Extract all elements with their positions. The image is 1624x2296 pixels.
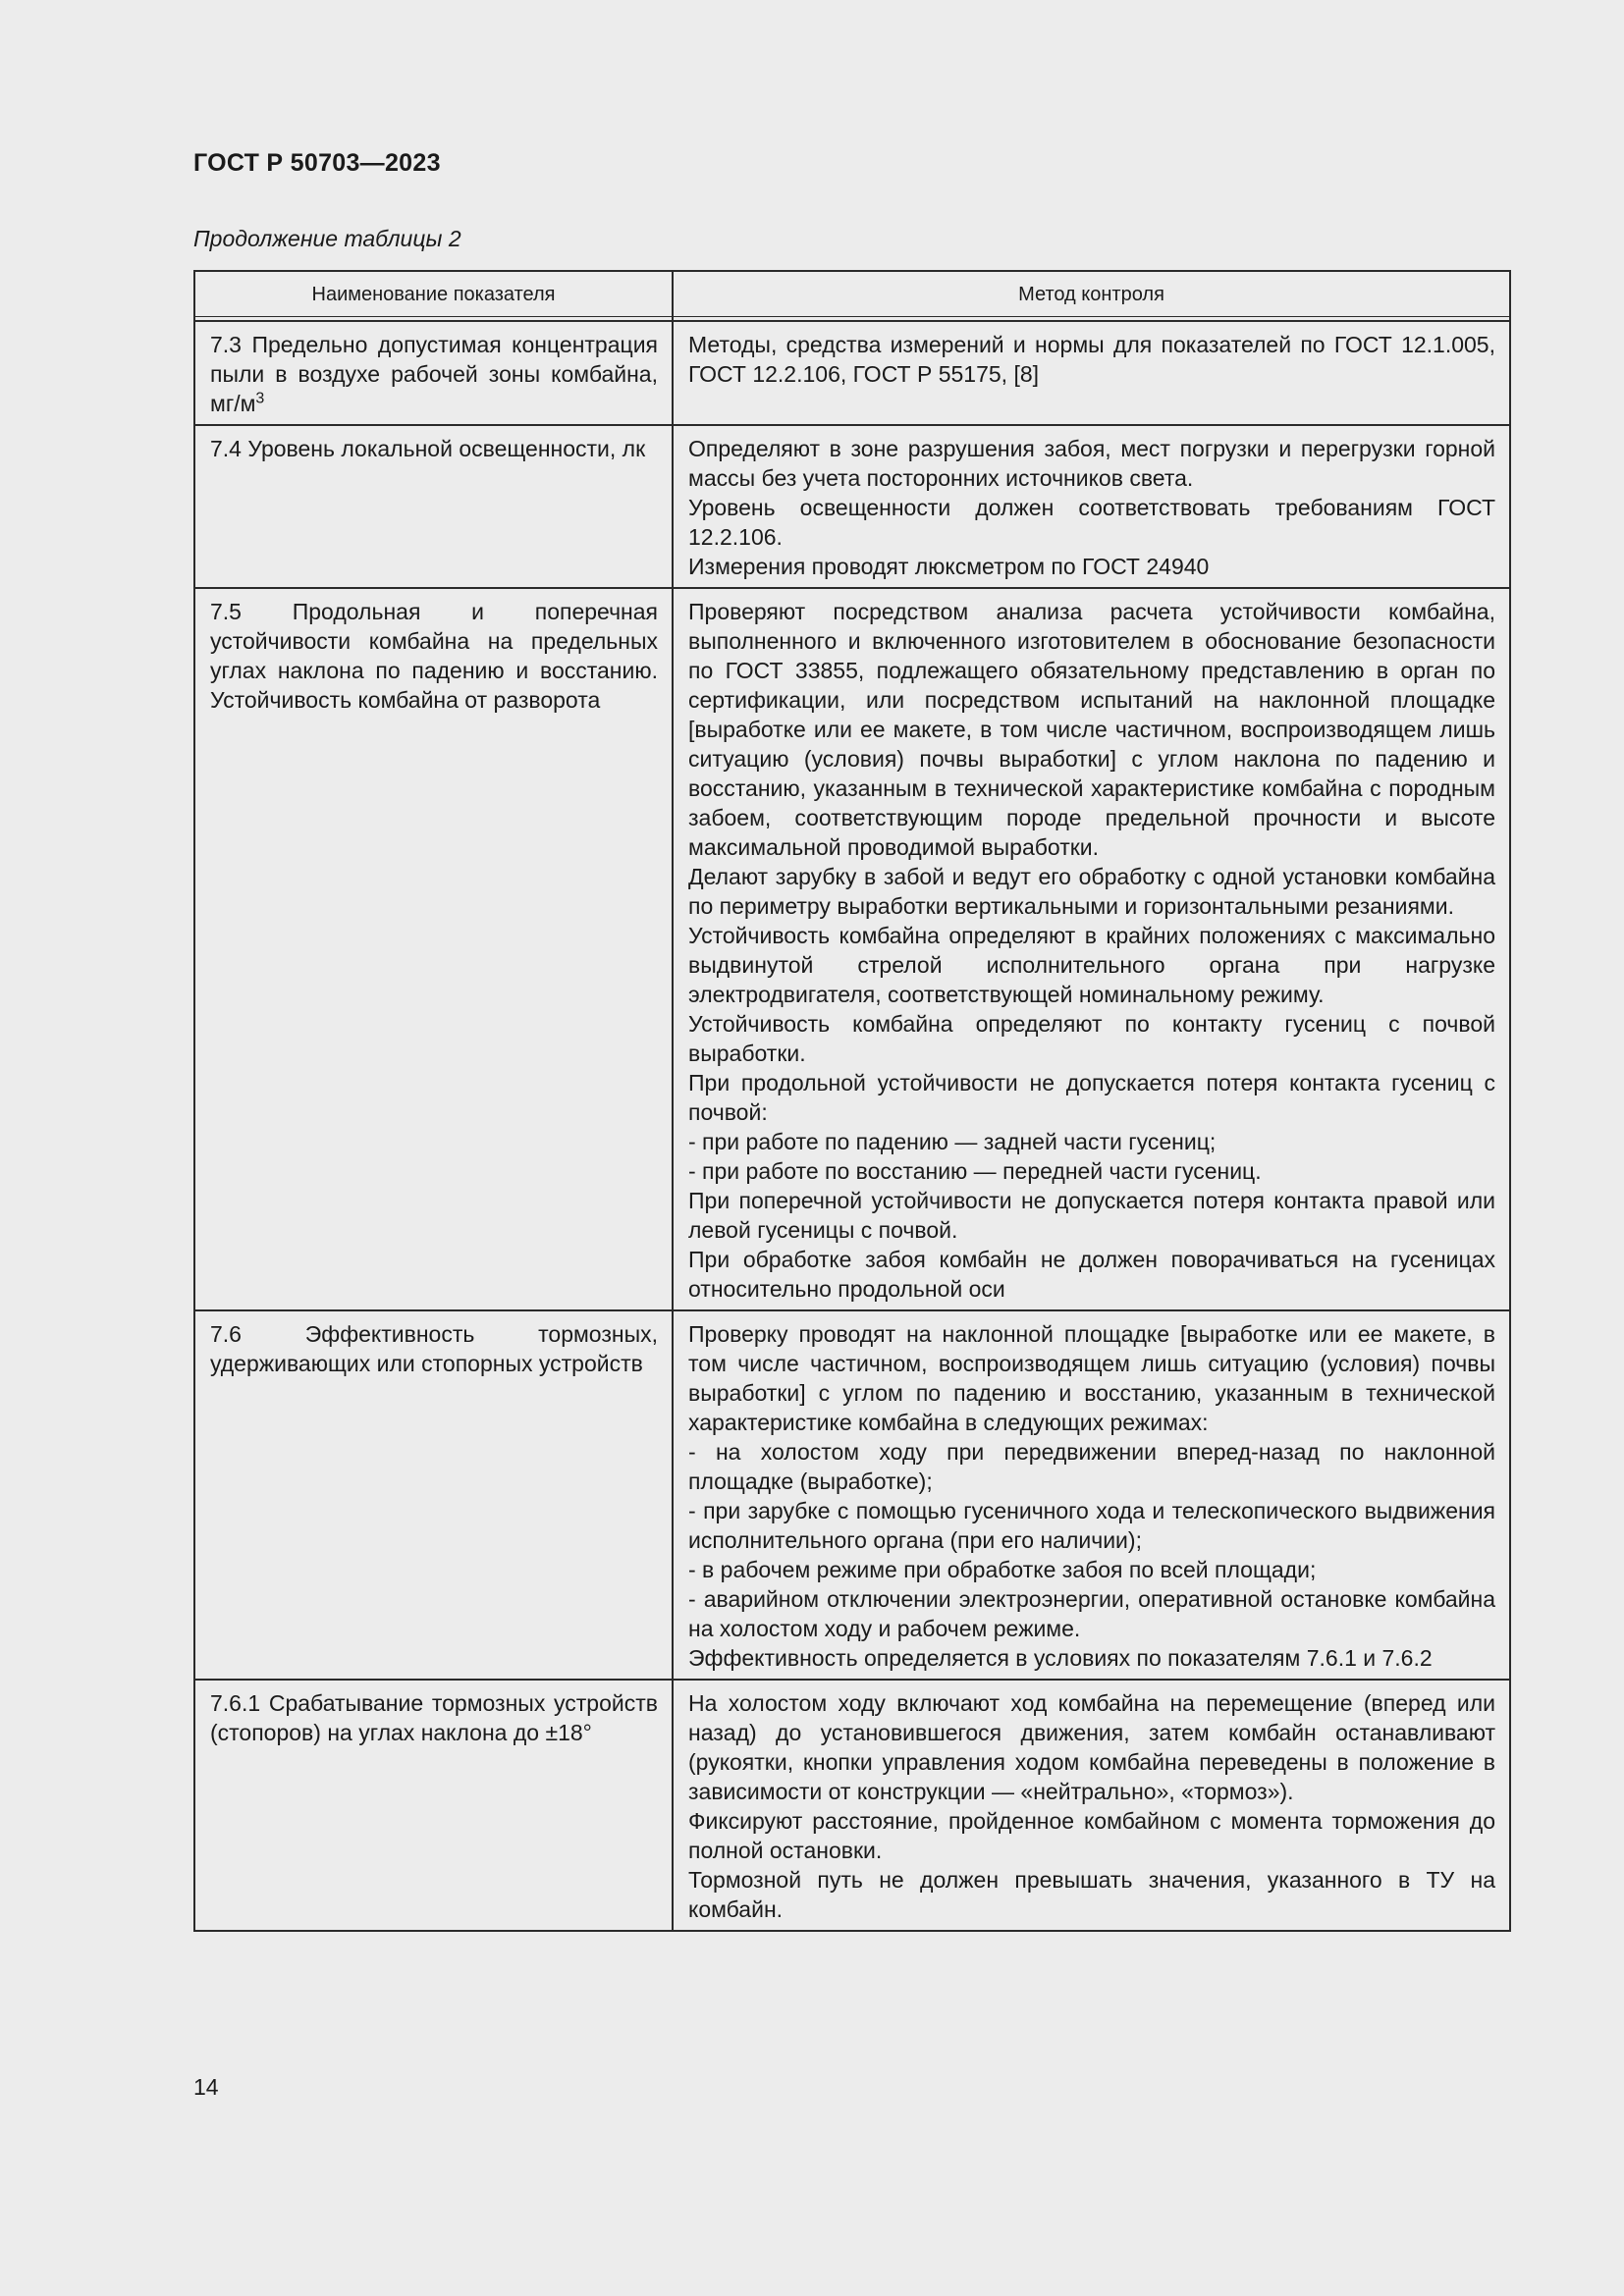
method-paragraph: Методы, средства измерений и нормы для показателей по ГОСТ 12.1.005, ГОСТ 12.2.106, ГОСТ Р 55175, [8] — [688, 332, 1495, 387]
method-paragraph: Проверяют посредством анализа расчета устойчивости комбайна, выполненного и включенного изготовителем в обоснование безопасности по ГОСТ 33855, подлежащего обязательному представлению в орган по сертификации, или посредством испытаний на наклонной площадке [выработке или ее макете, в том числе частичном, воспроизводящем лишь ситуацию (условия) почвы выработки] с углом наклона по падению и восстанию, указанным в технической характеристике комбайна с породным забоем, соответствующим породе предельной прочности и высоте максимальной проводимой выработки. — [688, 599, 1495, 860]
table-row — [194, 321, 1510, 425]
indicator-text: 7.5 Продольная и поперечная устойчивости комбайна на предельных углах наклона по падению и восстанию. Устойчивость комбайна от разворота — [210, 599, 658, 713]
indicator-cell — [194, 321, 673, 425]
method-paragraph: Уровень освещенности должен соответствовать требованиям ГОСТ 12.2.106. — [688, 495, 1495, 550]
method-cell — [673, 321, 1510, 425]
indicator-cell — [194, 1680, 673, 1931]
method-cell — [673, 588, 1510, 1310]
indicator-text: 7.3 Предельно допустимая концентрация пыли в воздухе рабочей зоны комбайна, мг/м — [210, 332, 658, 416]
method-paragraph: - аварийном отключении электроэнергии, оперативной остановке комбайна на холостом ходу и рабочем режиме. — [688, 1586, 1495, 1641]
unit-superscript: 3 — [255, 390, 265, 407]
table-row — [194, 1680, 1510, 1931]
table-row — [194, 425, 1510, 588]
indicator-text: 7.4 Уровень локальной освещенности, лк — [210, 436, 646, 461]
table-row — [194, 588, 1510, 1310]
method-paragraph: Проверку проводят на наклонной площадке [выработке или ее макете, в том числе частичном, воспроизводящем лишь ситуацию (условия) почвы выработки] с углом по падению и восстанию, указанным в технической характеристике комбайна в следующих режимах: — [688, 1321, 1495, 1435]
table-caption: Продолжение таблицы 2 — [193, 226, 461, 251]
method-paragraph: Устойчивость комбайна определяют по контакту гусениц с почвой выработки. — [688, 1011, 1495, 1066]
method-paragraph: - при работе по падению — задней части гусениц; — [688, 1129, 1217, 1154]
method-paragraph: Тормозной путь не должен превышать значения, указанного в ТУ на комбайн. — [688, 1867, 1495, 1922]
method-paragraph: При поперечной устойчивости не допускается потеря контакта правой или левой гусеницы с почвой. — [688, 1188, 1495, 1243]
method-paragraph: Устойчивость комбайна определяют в крайних положениях с максимально выдвинутой стрелой исполнительного органа при нагрузке электродвигателя, соответствующей номинальному режиму. — [688, 923, 1495, 1007]
method-cell — [673, 1310, 1510, 1680]
indicator-text: 7.6.1 Срабатывание тормозных устройств (стопоров) на углах наклона до ±18° — [210, 1690, 658, 1745]
method-paragraph: Определяют в зоне разрушения забоя, мест погрузки и перегрузки горной массы без учета посторонних источников света. — [688, 436, 1495, 491]
method-paragraph: Измерения проводят люксметром по ГОСТ 24940 — [688, 554, 1210, 579]
method-paragraph: Делают зарубку в забой и ведут его обработку с одной установки комбайна по периметру выработки вертикальными и горизонтальными резаниями. — [688, 864, 1495, 919]
page-number: 14 — [193, 2074, 219, 2100]
method-paragraph: Эффективность определяется в условиях по показателям 7.6.1 и 7.6.2 — [688, 1645, 1433, 1671]
method-cell — [673, 425, 1510, 588]
document-id: ГОСТ Р 50703—2023 — [193, 149, 441, 177]
table-row — [194, 1310, 1510, 1680]
table-header-row — [194, 271, 1510, 317]
indicator-cell — [194, 588, 673, 1310]
method-paragraph: - при зарубке с помощью гусеничного хода и телескопического выдвижения исполнительного органа (при его наличии); — [688, 1498, 1495, 1553]
indicator-cell — [194, 1310, 673, 1680]
method-cell — [673, 1680, 1510, 1931]
method-paragraph: - в рабочем режиме при обработке забоя по всей площади; — [688, 1557, 1317, 1582]
column-header-indicator: Наименование показателя — [194, 271, 673, 317]
indicator-cell — [194, 425, 673, 588]
method-paragraph: - при работе по восстанию — передней части гусениц. — [688, 1158, 1262, 1184]
method-paragraph: - на холостом ходу при передвижении вперед-назад по наклонной площадке (выработке); — [688, 1439, 1495, 1494]
method-paragraph: На холостом ходу включают ход комбайна на перемещение (вперед или назад) до установившегося движения, затем комбайн останавливают (рукоятки, кнопки управления ходом комбайна переведены в положение в зависимости от конструкции — «нейтрально», «тормоз»). — [688, 1690, 1495, 1804]
column-header-method: Метод контроля — [673, 271, 1510, 317]
requirements-table — [193, 270, 1511, 1932]
method-paragraph: Фиксируют расстояние, пройденное комбайном с момента торможения до полной остановки. — [688, 1808, 1495, 1863]
method-paragraph: При продольной устойчивости не допускается потеря контакта гусениц с почвой: — [688, 1070, 1495, 1125]
indicator-text: 7.6 Эффективность тормозных, удерживающих или стопорных устройств — [210, 1321, 658, 1376]
method-paragraph: При обработке забоя комбайн не должен поворачиваться на гусеницах относительно продольной оси — [688, 1247, 1495, 1302]
